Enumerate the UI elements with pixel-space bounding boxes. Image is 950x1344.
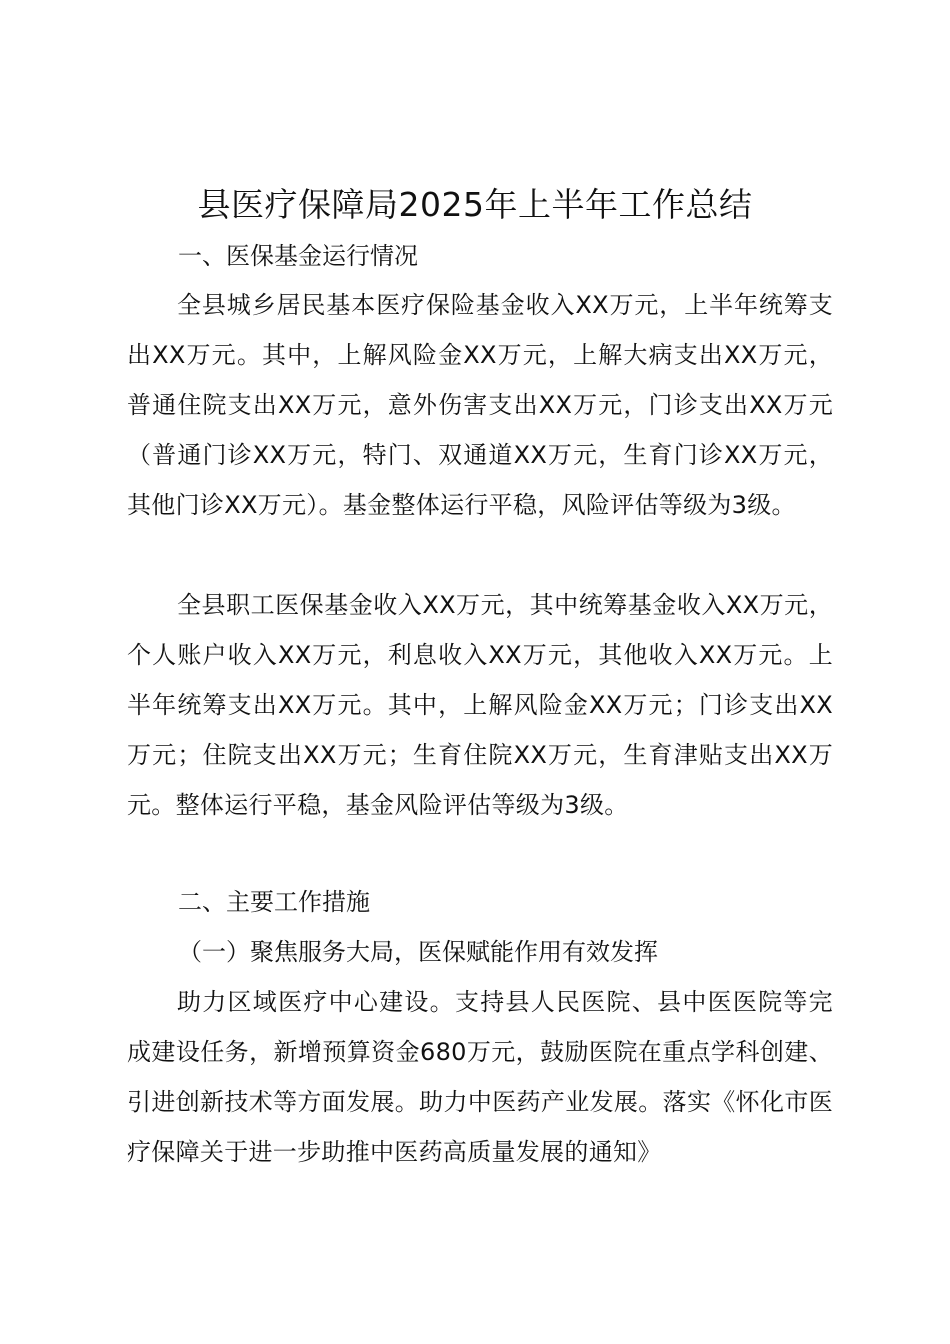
paragraph-resident-insurance-fund: 全县城乡居民基本医疗保险基金收入XX万元，上半年统筹支出XX万元。其中，上解风险金XX万元，上解大病支出XX万元，普通住院支出XX万元，意外伤害支出XX万元，门诊支出XX万元（普通门诊XX万元，特门、双通道XX万元，生育门诊XX万元，其他门诊XX万元）。基金整体运行平稳，风险评估等级为3级。 bbox=[127, 291, 833, 519]
section-heading-main-measures: 二、主要工作措施 bbox=[178, 888, 370, 916]
paragraph-regional-medical-center: 助力区域医疗中心建设。支持县人民医院、县中医医院等完成建设任务，新增预算资金680万元，鼓励医院在重点学科创建、引进创新技术等方面发展。助力中医药产业发展。落实《怀化市医疗保障关于进一步助推中医药高质量发展的通知》 bbox=[127, 988, 833, 1166]
section-heading-fund-operation: 一、医保基金运行情况 bbox=[178, 242, 418, 270]
document-title: 县医疗保障局2025年上半年工作总结 bbox=[197, 185, 753, 224]
paragraph-employee-insurance-fund: 全县职工医保基金收入XX万元，其中统筹基金收入XX万元，个人账户收入XX万元，利息收入XX万元，其他收入XX万元。上半年统筹支出XX万元。其中，上解风险金XX万元；门诊支出XX万元；住院支出XX万元；生育住院XX万元，生育津贴支出XX万元。整体运行平稳，基金风险评估等级为3级。 bbox=[127, 591, 833, 819]
subsection-heading-service: （一）聚焦服务大局，医保赋能作用有效发挥 bbox=[178, 938, 658, 966]
